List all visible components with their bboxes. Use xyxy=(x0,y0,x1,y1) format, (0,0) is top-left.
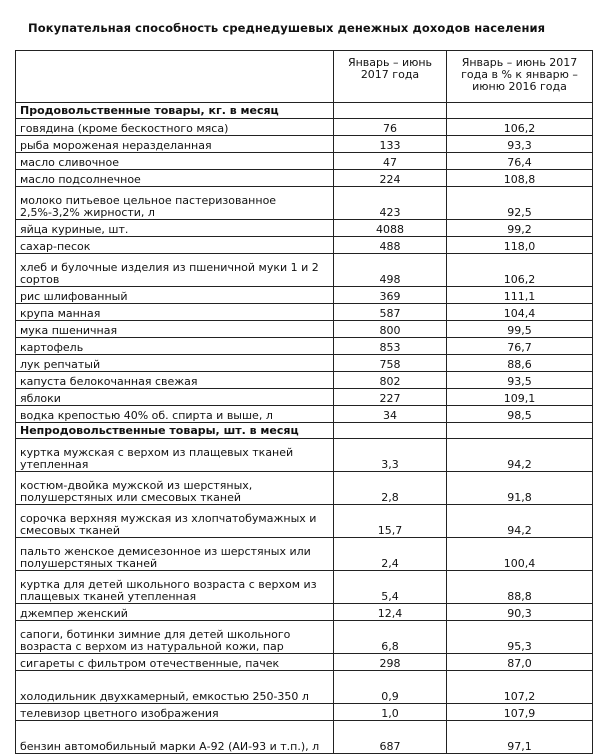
section-header-row xyxy=(16,103,593,119)
percent-cell: 88,8 xyxy=(447,571,593,604)
value-cell: 12,4 xyxy=(334,604,447,621)
section-header-row xyxy=(16,423,593,439)
value-cell: 758 xyxy=(334,355,447,372)
value-cell: 1,0 xyxy=(334,704,447,721)
table-row xyxy=(16,254,593,287)
value-cell: 4088 xyxy=(334,220,447,237)
percent-cell: 108,8 xyxy=(447,170,593,187)
percent-cell: 93,5 xyxy=(447,372,593,389)
percent-cell: 95,3 xyxy=(447,621,593,654)
item-name-cell: масло подсолнечное xyxy=(16,170,334,187)
percent-cell: 106,2 xyxy=(447,119,593,136)
item-name-cell: капуста белокочанная свежая xyxy=(16,372,334,389)
table-row xyxy=(16,671,593,704)
percent-cell: 93,3 xyxy=(447,136,593,153)
item-name-cell: водка крепостью 40% об. спирта и выше, л xyxy=(16,406,334,423)
document-title: Покупательная способность среднедушевых денежных доходов населения xyxy=(28,21,546,35)
value-cell: 369 xyxy=(334,287,447,304)
table-row xyxy=(16,136,593,153)
percent-cell: 100,4 xyxy=(447,538,593,571)
percent-cell: 97,1 xyxy=(447,721,593,754)
percent-cell: 87,0 xyxy=(447,654,593,671)
item-name-cell: джемпер женский xyxy=(16,604,334,621)
item-name-cell: холодильник двухкамерный, емкостью 250-350 л xyxy=(16,671,334,704)
table-row xyxy=(16,721,593,754)
percent-cell: 94,2 xyxy=(447,505,593,538)
percent-cell: 90,3 xyxy=(447,604,593,621)
value-cell: 488 xyxy=(334,237,447,254)
value-cell: 802 xyxy=(334,372,447,389)
percent-cell: 107,2 xyxy=(447,671,593,704)
percent-cell: 99,5 xyxy=(447,321,593,338)
value-cell: 800 xyxy=(334,321,447,338)
value-cell: 298 xyxy=(334,654,447,671)
percent-cell: 98,5 xyxy=(447,406,593,423)
item-name-cell: сахар-песок xyxy=(16,237,334,254)
table-row xyxy=(16,505,593,538)
item-name-cell: бензин автомобильный марки А-92 (АИ-93 и т.п.), л xyxy=(16,721,334,754)
percent-cell: 76,4 xyxy=(447,153,593,170)
item-name-cell: рыба мороженая неразделанная xyxy=(16,136,334,153)
table-row xyxy=(16,338,593,355)
item-name-cell: сигареты с фильтром отечественные, пачек xyxy=(16,654,334,671)
value-cell: 227 xyxy=(334,389,447,406)
table-header-row xyxy=(16,51,593,103)
percent-cell: 109,1 xyxy=(447,389,593,406)
percent-cell: 91,8 xyxy=(447,472,593,505)
item-name-cell: хлеб и булочные изделия из пшеничной муки 1 и 2 сортов xyxy=(16,254,334,287)
value-cell: 0,9 xyxy=(334,671,447,704)
percent-cell: 92,5 xyxy=(447,187,593,220)
value-cell: 5,4 xyxy=(334,571,447,604)
percent-cell: 106,2 xyxy=(447,254,593,287)
empty-cell xyxy=(447,103,593,119)
table-row xyxy=(16,355,593,372)
percent-cell: 88,6 xyxy=(447,355,593,372)
table-row xyxy=(16,406,593,423)
table-row xyxy=(16,621,593,654)
value-cell: 2,4 xyxy=(334,538,447,571)
value-cell: 853 xyxy=(334,338,447,355)
table-row xyxy=(16,389,593,406)
percent-cell: 118,0 xyxy=(447,237,593,254)
table-row xyxy=(16,439,593,472)
table-row xyxy=(16,571,593,604)
table-row xyxy=(16,472,593,505)
item-name-cell: куртка для детей школьного возраста с верхом из плащевых тканей утепленная xyxy=(16,571,334,604)
item-name-cell: костюм-двойка мужской из шерстяных, полушерстяных или смесовых тканей xyxy=(16,472,334,505)
section-title: Продовольственные товары, кг. в месяц xyxy=(16,103,334,119)
item-name-cell: мука пшеничная xyxy=(16,321,334,338)
value-cell: 3,3 xyxy=(334,439,447,472)
header-item xyxy=(16,51,334,103)
value-cell: 587 xyxy=(334,304,447,321)
value-cell: 15,7 xyxy=(334,505,447,538)
item-name-cell: картофель xyxy=(16,338,334,355)
item-name-cell: говядина (кроме бескостного мяса) xyxy=(16,119,334,136)
percent-cell: 107,9 xyxy=(447,704,593,721)
item-name-cell: куртка мужская с верхом из плащевых тканей утепленная xyxy=(16,439,334,472)
item-name-cell: рис шлифованный xyxy=(16,287,334,304)
table-row xyxy=(16,538,593,571)
percent-cell: 76,7 xyxy=(447,338,593,355)
value-cell: 6,8 xyxy=(334,621,447,654)
value-cell: 133 xyxy=(334,136,447,153)
table-row xyxy=(16,187,593,220)
table-row xyxy=(16,287,593,304)
table-row xyxy=(16,604,593,621)
item-name-cell: масло сливочное xyxy=(16,153,334,170)
value-cell: 34 xyxy=(334,406,447,423)
table-row xyxy=(16,654,593,671)
table-row xyxy=(16,220,593,237)
item-name-cell: сорочка верхняя мужская из хлопчатобумажных и смесовых тканей xyxy=(16,505,334,538)
percent-cell: 99,2 xyxy=(447,220,593,237)
item-name-cell: яблоки xyxy=(16,389,334,406)
table-row xyxy=(16,237,593,254)
value-cell: 47 xyxy=(334,153,447,170)
percent-cell: 111,1 xyxy=(447,287,593,304)
value-cell: 224 xyxy=(334,170,447,187)
item-name-cell: сапоги, ботинки зимние для детей школьного возраста с верхом из натуральной кожи, пар xyxy=(16,621,334,654)
value-cell: 498 xyxy=(334,254,447,287)
empty-cell xyxy=(334,423,447,439)
percent-cell: 94,2 xyxy=(447,439,593,472)
percent-cell: 104,4 xyxy=(447,304,593,321)
table-row xyxy=(16,704,593,721)
value-cell: 2,8 xyxy=(334,472,447,505)
table-row xyxy=(16,119,593,136)
value-cell: 76 xyxy=(334,119,447,136)
item-name-cell: телевизор цветного изображения xyxy=(16,704,334,721)
header-period: Январь – июнь 2017 года xyxy=(334,51,447,103)
item-name-cell: лук репчатый xyxy=(16,355,334,372)
item-name-cell: пальто женское демисезонное из шерстяных или полушерстяных тканей xyxy=(16,538,334,571)
empty-cell xyxy=(447,423,593,439)
item-name-cell: молоко питьевое цельное пастеризованное 2,5%-3,2% жирности, л xyxy=(16,187,334,220)
header-percent: Январь – июнь 2017 года в % к январю – июню 2016 года xyxy=(447,51,593,103)
empty-cell xyxy=(334,103,447,119)
table-row xyxy=(16,170,593,187)
table-row xyxy=(16,153,593,170)
section-title: Непродовольственные товары, шт. в месяц xyxy=(16,423,334,439)
item-name-cell: яйца куриные, шт. xyxy=(16,220,334,237)
table-row xyxy=(16,321,593,338)
table-row xyxy=(16,372,593,389)
value-cell: 687 xyxy=(334,721,447,754)
table-body xyxy=(16,103,593,754)
table-row xyxy=(16,304,593,321)
item-name-cell: крупа манная xyxy=(16,304,334,321)
purchasing-power-table xyxy=(15,50,593,754)
value-cell: 423 xyxy=(334,187,447,220)
